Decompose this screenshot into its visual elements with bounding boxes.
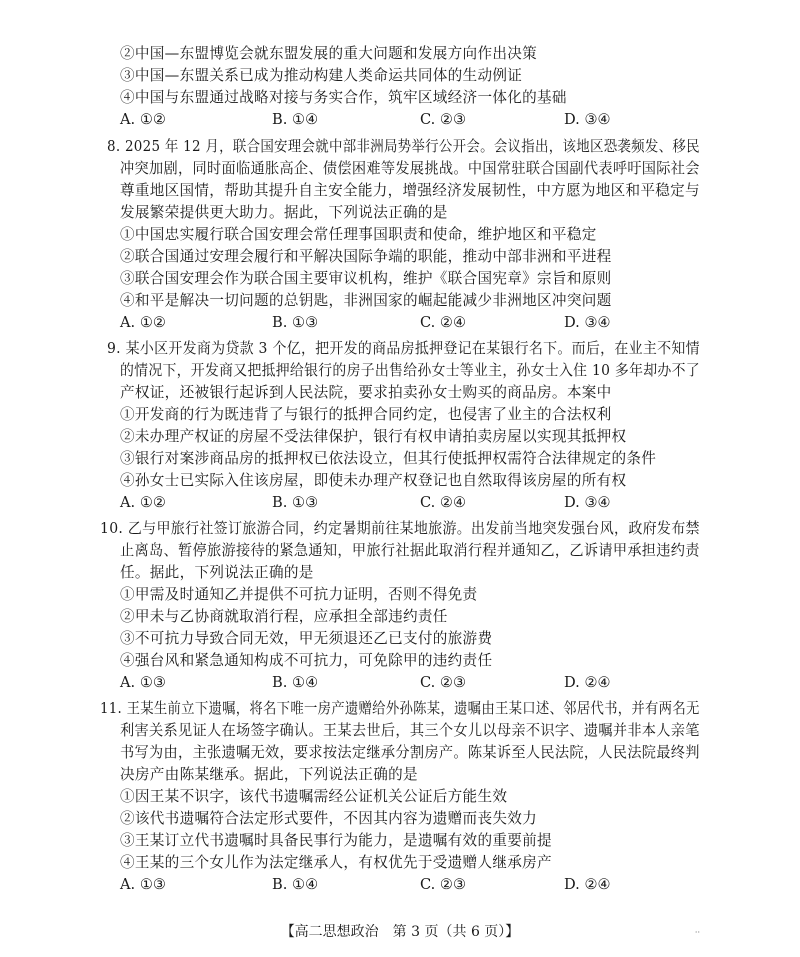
q8-stem-line-4: 发展繁荣提供更大助力。据此，下列说法正确的是 xyxy=(120,204,448,221)
q10-option-3: ③不可抗力导致合同无效，甲无须退还乙已支付的旅游费 xyxy=(120,630,493,647)
q7-choices xyxy=(120,109,680,131)
q7-choice-c: C. ②③ xyxy=(420,111,467,128)
q10-choice-a: A. ①③ xyxy=(120,674,166,691)
q8-choice-a: A. ①② xyxy=(120,314,166,331)
q10-option-1: ①甲需及时通知乙并提供不可抗力证明，否则不得免责 xyxy=(120,586,478,603)
q9-option-1: ①开发商的行为既违背了与银行的抵押合同约定，也侵害了业主的合法权利 xyxy=(120,406,612,423)
q9-stem-line-2: 的情况下，开发商又把抵押给银行的房子出售给孙女士等业主，孙女士入住 10 多年却办不了 xyxy=(120,362,700,379)
q8-stem-line-2: 冲突加剧，同时面临通胀高企、债偿困难等发展挑战。中国常驻联合国副代表呼吁国际社会 xyxy=(120,160,700,177)
q8-option-4: ④和平是解决一切问题的总钥匙，非洲国家的崛起能减少非洲地区冲突问题 xyxy=(120,292,612,309)
q10-stem-line-1: 10. 乙与甲旅行社签订旅游合同，约定暑期前往某地旅游。出发前当地突发强台风，政府发布禁 xyxy=(100,520,700,537)
q11-stem-line-4: 决房产由陈某继承。据此，下列说法正确的是 xyxy=(120,766,418,783)
q8-choice-c: C. ②④ xyxy=(420,314,467,331)
q7-choice-a: A. ①② xyxy=(120,111,166,128)
q11-option-1: ①因王某不识字，该代书遗嘱需经公证机关公证后方能生效 xyxy=(120,788,508,805)
q8-option-1: ①中国忠实履行联合国安理会常任理事国职责和使命，维护地区和平稳定 xyxy=(120,226,597,243)
q8-choice-d: D. ③④ xyxy=(564,314,611,331)
q11-choice-d: D. ②④ xyxy=(564,876,611,893)
q9-stem-line-1: 9. 某小区开发商为贷款 3 个亿，把开发的商品房抵押登记在某银行名下。而后，在业主不知情 xyxy=(107,340,700,357)
q7-choice-d: D. ③④ xyxy=(564,111,611,128)
q10-choices xyxy=(120,672,680,694)
corner-mark: ·· xyxy=(694,928,700,937)
q9-choices xyxy=(120,492,680,514)
q8-stem-line-3: 尊重地区国情，帮助其提升自主安全能力，增强经济发展韧性，中方愿为地区和平稳定与 xyxy=(120,182,700,199)
q11-stem-line-1: 11. 王某生前立下遗嘱，将名下唯一房产遗赠给外孙陈某，遗嘱由王某口述、邻居代书，并有两名无 xyxy=(100,700,700,717)
page-footer: 【高二思想政治 第 3 页（共 6 页）】 xyxy=(280,924,520,940)
q11-stem-line-3: 书写为由，主张遗嘱无效，要求按法定继承分割房产。陈某诉至人民法院，人民法院最终判 xyxy=(120,744,700,761)
q10-option-2: ②甲未与乙协商就取消行程，应承担全部违约责任 xyxy=(120,608,448,625)
q11-choices xyxy=(120,874,680,896)
q8-option-2: ②联合国通过安理会履行和平解决国际争端的职能，推动中部非洲和平进程 xyxy=(120,248,612,265)
q8-stem-line-1: 8. 2025 年 12 月，联合国安理会就中部非洲局势举行公开会。会议指出，该地区恐袭频发、移民 xyxy=(107,138,700,155)
q9-option-3: ③银行对案涉商品房的抵押权已依法设立，但其行使抵押权需符合法律规定的条件 xyxy=(120,450,657,467)
q11-choice-b: B. ①④ xyxy=(272,876,319,893)
q11-option-3: ③王某订立代书遗嘱时具备民事行为能力，是遗嘱有效的重要前提 xyxy=(120,832,552,849)
q7-option-4: ④中国与东盟通过战略对接与务实合作，筑牢区域经济一体化的基础 xyxy=(120,89,567,106)
q11-option-4: ④王某的三个女儿作为法定继承人，有权优先于受遗赠人继承房产 xyxy=(120,854,552,871)
q11-option-2: ②该代书遗嘱符合法定形式要件，不因其内容为遗赠而丧失效力 xyxy=(120,810,538,827)
q9-choice-a: A. ①② xyxy=(120,494,166,511)
q11-choice-c: C. ②③ xyxy=(420,876,467,893)
q10-choice-c: C. ②③ xyxy=(420,674,467,691)
q9-option-2: ②未办理产权证的房屋不受法律保护，银行有权申请拍卖房屋以实现其抵押权 xyxy=(120,428,627,445)
q7-option-3: ③中国—东盟关系已成为推动构建人类命运共同体的生动例证 xyxy=(120,67,523,84)
q10-choice-d: D. ②④ xyxy=(564,674,611,691)
q9-choice-c: C. ②④ xyxy=(420,494,467,511)
q9-choice-d: D. ③④ xyxy=(564,494,611,511)
q9-option-4: ④孙女士已实际入住该房屋，即使未办理产权登记也自然取得该房屋的所有权 xyxy=(120,472,627,489)
q8-option-3: ③联合国安理会作为联合国主要审议机构，维护《联合国宪章》宗旨和原则 xyxy=(120,270,612,287)
q10-stem-line-2: 止离岛、暂停旅游接待的紧急通知，甲旅行社据此取消行程并通知乙，乙诉请甲承担违约责 xyxy=(120,542,700,559)
q11-stem-line-2: 利害关系见证人在场签字确认。王某去世后，其三个女儿以母亲不识字、遗嘱并非本人亲笔 xyxy=(120,722,700,739)
q7-choice-b: B. ①④ xyxy=(272,111,319,128)
q11-choice-a: A. ①③ xyxy=(120,876,166,893)
q9-stem-line-3: 产权证，还被银行起诉到人民法院，要求拍卖孙女士购买的商品房。本案中 xyxy=(120,384,612,401)
q9-choice-b: B. ①③ xyxy=(272,494,319,511)
q7-option-2: ②中国—东盟博览会就东盟发展的重大问题和发展方向作出决策 xyxy=(120,45,538,62)
q10-choice-b: B. ①④ xyxy=(272,674,319,691)
q8-choice-b: B. ①③ xyxy=(272,314,319,331)
q10-option-4: ④强台风和紧急通知构成不可抗力，可免除甲的违约责任 xyxy=(120,652,493,669)
q10-stem-line-3: 任。据此，下列说法正确的是 xyxy=(120,564,314,581)
q8-choices xyxy=(120,312,680,334)
